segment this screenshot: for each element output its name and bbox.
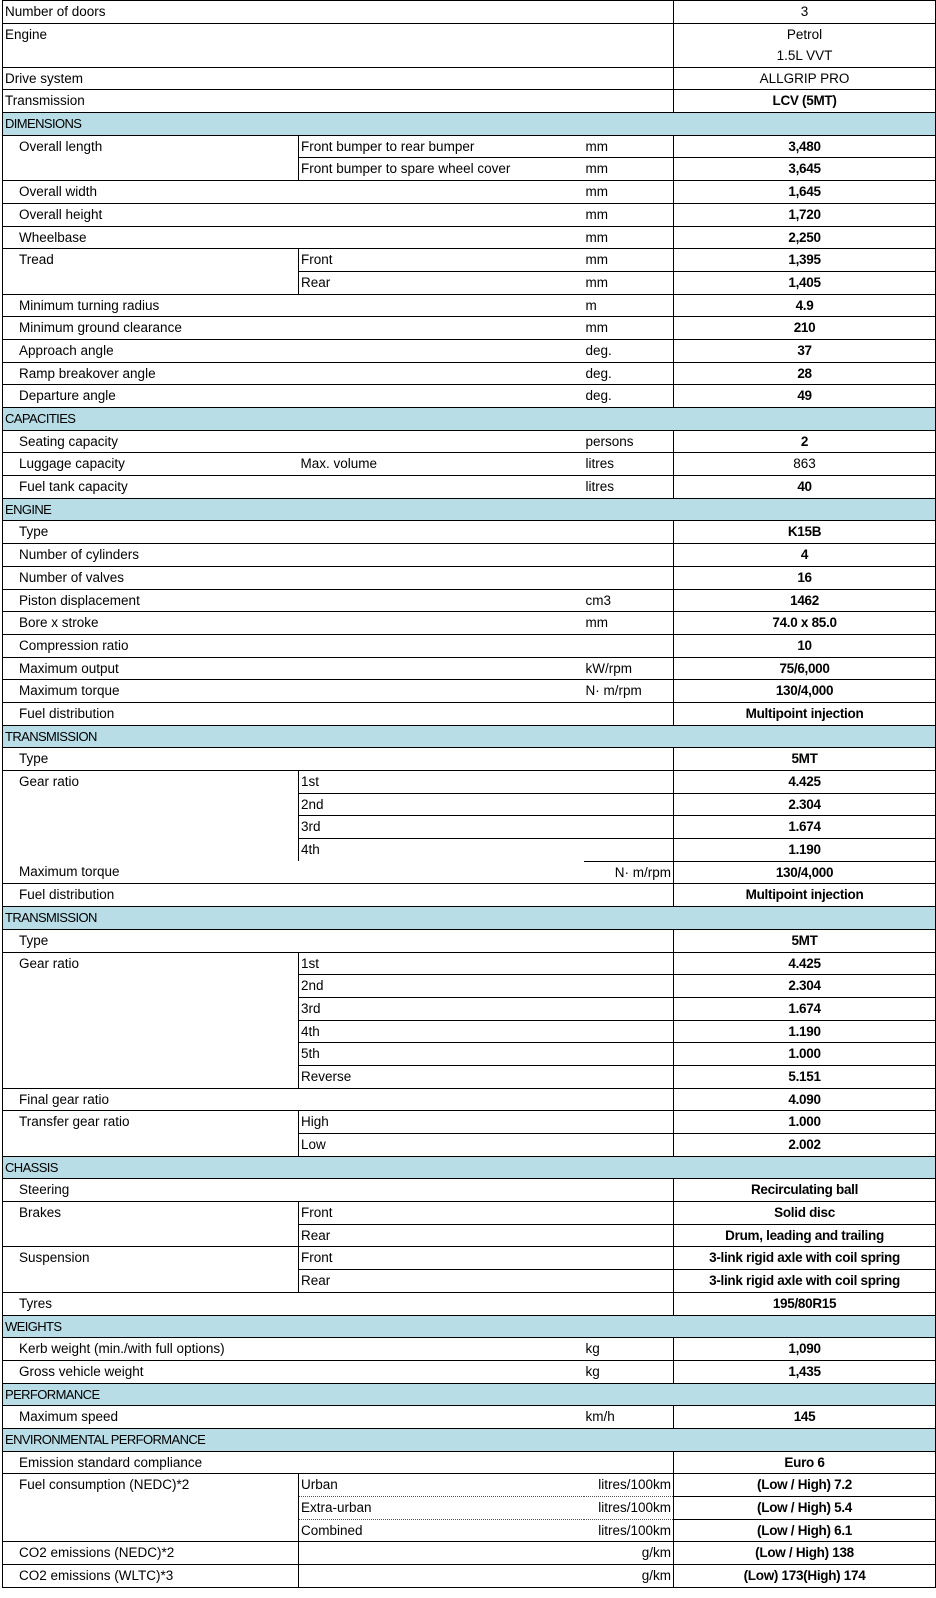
row-engine — [3, 23, 936, 67]
value-bore-stroke: 74.0 x 85.0 — [674, 612, 936, 635]
unit: litres/100km — [584, 1519, 674, 1542]
label-wheelbase: Wheelbase — [3, 226, 584, 249]
row-fuel-tank — [3, 476, 936, 499]
row-trans-type-2 — [3, 929, 936, 952]
row-gear2-5 — [3, 1043, 936, 1066]
section-transmission-2 — [3, 907, 936, 930]
value-steering: Recirculating ball — [674, 1179, 936, 1202]
empty-cell — [3, 1519, 299, 1542]
sub-front: Front — [299, 1202, 674, 1225]
empty-cell — [3, 271, 299, 294]
label-seating: Seating capacity — [3, 430, 584, 453]
label-kerb-weight: Kerb weight (min./with full options) — [3, 1338, 584, 1361]
section-title: CHASSIS — [3, 1156, 936, 1179]
label-gear-ratio: Gear ratio — [3, 771, 299, 794]
row-gear2-rev — [3, 1065, 936, 1088]
value-co2-wltc: (Low) 173(High) 174 — [674, 1565, 936, 1588]
unit: N· m/rpm — [584, 861, 674, 884]
section-transmission — [3, 725, 936, 748]
section-title: WEIGHTS — [3, 1315, 936, 1338]
label-compression: Compression ratio — [3, 634, 674, 657]
value-max-torque: 130/4,000 — [674, 861, 936, 884]
row-compression — [3, 634, 936, 657]
value-max-torque: 130/4,000 — [674, 680, 936, 703]
section-performance — [3, 1383, 936, 1406]
label-displacement: Piston displacement — [3, 589, 584, 612]
label-max-output: Maximum output — [3, 657, 584, 680]
value-suspension-front: 3-link rigid axle with coil spring — [674, 1247, 936, 1270]
label-max-torque: Maximum torque — [3, 861, 584, 884]
empty-cell — [3, 839, 299, 862]
value-gear-2: 2.304 — [674, 793, 936, 816]
value-fuel-distribution: Multipoint injection — [674, 884, 936, 907]
unit: mm — [584, 181, 674, 204]
value-brakes-rear: Drum, leading and trailing — [674, 1224, 936, 1247]
label-overall-width: Overall width — [3, 181, 584, 204]
section-title: TRANSMISSION — [3, 725, 936, 748]
row-overall-width — [3, 181, 936, 204]
sub-front: Front — [299, 249, 584, 272]
sub-front-to-spare: Front bumper to spare wheel cover — [299, 158, 584, 181]
empty-cell — [3, 1270, 299, 1293]
sub-rear: Rear — [299, 1224, 674, 1247]
value-gear-4: 1.190 — [674, 1020, 936, 1043]
empty-cell — [299, 1565, 584, 1588]
row-departure-angle — [3, 385, 936, 408]
section-title: DIMENSIONS — [3, 113, 936, 136]
row-ground-clearance — [3, 317, 936, 340]
unit: kW/rpm — [584, 657, 674, 680]
sub-max-volume: Max. volume — [299, 453, 584, 476]
value-ground-clearance: 210 — [674, 317, 936, 340]
unit: deg. — [584, 362, 674, 385]
spec-table — [2, 0, 936, 1588]
unit: mm — [584, 158, 674, 181]
unit: mm — [584, 226, 674, 249]
value-drive-system: ALLGRIP PRO — [674, 67, 936, 90]
row-tread-front — [3, 249, 936, 272]
value-max-output: 75/6,000 — [674, 657, 936, 680]
value-tread-rear: 1,405 — [674, 271, 936, 294]
row-brakes-front — [3, 1202, 936, 1225]
value-wheelbase: 2,250 — [674, 226, 936, 249]
row-gear2-4 — [3, 1020, 936, 1043]
unit: persons — [584, 430, 674, 453]
value-engine — [674, 23, 936, 67]
row-kerb-weight — [3, 1338, 936, 1361]
value-gear-reverse: 5.151 — [674, 1065, 936, 1088]
label-fuel-tank: Fuel tank capacity — [3, 476, 584, 499]
row-seating — [3, 430, 936, 453]
section-title: CAPACITIES — [3, 408, 936, 431]
value-luggage: 863 — [674, 453, 936, 476]
unit: mm — [584, 249, 674, 272]
label-tread: Tread — [3, 249, 299, 272]
row-overall-length-2 — [3, 158, 936, 181]
value-tyres: 195/80R15 — [674, 1292, 936, 1315]
row-final-gear — [3, 1088, 936, 1111]
value-trans-type: 5MT — [674, 748, 936, 771]
label-gear-ratio: Gear ratio — [3, 952, 299, 975]
empty-cell — [3, 975, 299, 998]
unit: litres — [584, 453, 674, 476]
unit: g/km — [584, 1542, 674, 1565]
label-brakes: Brakes — [3, 1202, 299, 1225]
value-max-speed: 145 — [674, 1406, 936, 1429]
sub-gear-3: 3rd — [299, 816, 674, 839]
row-transmission-header — [3, 90, 936, 113]
unit: mm — [584, 271, 674, 294]
sub-extra-urban: Extra-urban — [299, 1497, 584, 1520]
row-co2-wltc — [3, 1565, 936, 1588]
label-final-gear: Final gear ratio — [3, 1088, 674, 1111]
row-number-of-doors — [3, 1, 936, 24]
value-gear-1: 4.425 — [674, 771, 936, 794]
sub-gear-2: 2nd — [299, 975, 674, 998]
row-luggage — [3, 453, 936, 476]
row-gross-weight — [3, 1360, 936, 1383]
value-fuel-distribution: Multipoint injection — [674, 702, 936, 725]
empty-cell — [3, 816, 299, 839]
value-gear-4: 1.190 — [674, 839, 936, 862]
row-gear2-2 — [3, 975, 936, 998]
value-approach-angle: 37 — [674, 339, 936, 362]
unit: litres/100km — [584, 1497, 674, 1520]
unit: cm3 — [584, 589, 674, 612]
label-ramp-angle: Ramp breakover angle — [3, 362, 584, 385]
value-valves: 16 — [674, 566, 936, 589]
row-gear-1 — [3, 771, 936, 794]
row-gear-3 — [3, 816, 936, 839]
engine-fuel: Petrol — [786, 26, 823, 42]
label-trans-type: Type — [3, 929, 674, 952]
unit: km/h — [584, 1406, 674, 1429]
value-transfer-low: 2.002 — [674, 1134, 936, 1157]
sub-front-to-rear: Front bumper to rear bumper — [299, 135, 584, 158]
label-valves: Number of valves — [3, 566, 674, 589]
value-seating: 2 — [674, 430, 936, 453]
label-engine-type: Type — [3, 521, 674, 544]
empty-cell — [3, 1043, 299, 1066]
unit: N· m/rpm — [584, 680, 674, 703]
value-displacement: 1462 — [674, 589, 936, 612]
sub-front: Front — [299, 1247, 674, 1270]
row-fuel-distribution — [3, 702, 936, 725]
label-max-speed: Maximum speed — [3, 1406, 584, 1429]
value-fuel-extra-urban: (Low / High) 5.4 — [674, 1497, 936, 1520]
sub-gear-4: 4th — [299, 1020, 674, 1043]
value-fuel-combined: (Low / High) 6.1 — [674, 1519, 936, 1542]
label-tyres: Tyres — [3, 1292, 674, 1315]
section-weights — [3, 1315, 936, 1338]
row-brakes-rear — [3, 1224, 936, 1247]
section-title: ENGINE — [3, 498, 936, 521]
value-departure-angle: 49 — [674, 385, 936, 408]
value-co2-nedc: (Low / High) 138 — [674, 1542, 936, 1565]
unit: deg. — [584, 385, 674, 408]
empty-cell — [3, 1020, 299, 1043]
row-max-output — [3, 657, 936, 680]
label-fuel-distribution: Fuel distribution — [3, 702, 674, 725]
unit: deg. — [584, 339, 674, 362]
row-approach-angle — [3, 339, 936, 362]
label-ground-clearance: Minimum ground clearance — [3, 317, 584, 340]
value-gear-3: 1.674 — [674, 816, 936, 839]
row-emission-standard — [3, 1451, 936, 1474]
row-fuel-distribution-2 — [3, 884, 936, 907]
row-cylinders — [3, 544, 936, 567]
row-suspension-front — [3, 1247, 936, 1270]
row-wheelbase — [3, 226, 936, 249]
row-bore-stroke — [3, 612, 936, 635]
label-turning-radius: Minimum turning radius — [3, 294, 584, 317]
label-steering: Steering — [3, 1179, 674, 1202]
section-title: TRANSMISSION — [3, 907, 936, 930]
row-valves — [3, 566, 936, 589]
engine-displacement: 1.5L VVT — [776, 47, 833, 63]
row-fuel-extra-urban — [3, 1497, 936, 1520]
value-number-of-doors: 3 — [674, 1, 936, 24]
row-turning-radius — [3, 294, 936, 317]
row-gear2-1 — [3, 952, 936, 975]
sub-gear-2: 2nd — [299, 793, 674, 816]
section-capacities — [3, 408, 936, 431]
label-drive-system: Drive system — [3, 67, 674, 90]
row-overall-length-1 — [3, 135, 936, 158]
row-transfer-high — [3, 1111, 936, 1134]
row-steering — [3, 1179, 936, 1202]
row-suspension-rear — [3, 1270, 936, 1293]
label-number-of-doors: Number of doors — [3, 1, 674, 24]
value-length-1: 3,480 — [674, 135, 936, 158]
sub-gear-3: 3rd — [299, 997, 674, 1020]
value-final-gear: 4.090 — [674, 1088, 936, 1111]
row-tread-rear — [3, 271, 936, 294]
row-fuel-combined — [3, 1519, 936, 1542]
value-engine-type: K15B — [674, 521, 936, 544]
row-fuel-urban — [3, 1474, 936, 1497]
row-max-speed — [3, 1406, 936, 1429]
row-co2-nedc — [3, 1542, 936, 1565]
label-fuel-consumption: Fuel consumption (NEDC)*2 — [3, 1474, 299, 1497]
row-ramp-angle — [3, 362, 936, 385]
row-max-torque-2 — [3, 861, 936, 884]
sub-gear-4: 4th — [299, 839, 674, 862]
sub-gear-1: 1st — [299, 952, 674, 975]
label-co2-wltc: CO2 emissions (WLTC)*3 — [3, 1565, 299, 1588]
unit: mm — [584, 135, 674, 158]
empty-cell — [299, 1542, 584, 1565]
label-engine: Engine — [3, 23, 674, 67]
label-trans-type: Type — [3, 748, 674, 771]
unit: litres/100km — [584, 1474, 674, 1497]
empty-cell — [3, 1134, 299, 1157]
value-cylinders: 4 — [674, 544, 936, 567]
label-fuel-distribution: Fuel distribution — [3, 884, 674, 907]
section-environmental — [3, 1428, 936, 1451]
label-gross-weight: Gross vehicle weight — [3, 1360, 584, 1383]
label-bore-stroke: Bore x stroke — [3, 612, 584, 635]
section-engine — [3, 498, 936, 521]
sub-rear: Rear — [299, 271, 584, 294]
label-overall-length: Overall length — [3, 135, 299, 158]
row-gear2-3 — [3, 997, 936, 1020]
label-cylinders: Number of cylinders — [3, 544, 674, 567]
label-luggage: Luggage capacity — [3, 453, 299, 476]
unit: kg — [584, 1338, 674, 1361]
row-transfer-low — [3, 1134, 936, 1157]
section-title: PERFORMANCE — [3, 1383, 936, 1406]
label-emission-standard: Emission standard compliance — [3, 1451, 674, 1474]
label-transfer-gear: Transfer gear ratio — [3, 1111, 299, 1134]
value-brakes-front: Solid disc — [674, 1202, 936, 1225]
value-fuel-tank: 40 — [674, 476, 936, 499]
value-turning-radius: 4.9 — [674, 294, 936, 317]
row-max-torque — [3, 680, 936, 703]
section-chassis — [3, 1156, 936, 1179]
sub-rear: Rear — [299, 1270, 674, 1293]
row-drive-system — [3, 67, 936, 90]
value-emission-standard: Euro 6 — [674, 1451, 936, 1474]
empty-cell — [3, 793, 299, 816]
value-width: 1,645 — [674, 181, 936, 204]
empty-cell — [3, 997, 299, 1020]
unit: litres — [584, 476, 674, 499]
row-engine-type — [3, 521, 936, 544]
label-departure-angle: Departure angle — [3, 385, 584, 408]
sub-gear-1: 1st — [299, 771, 674, 794]
sub-urban: Urban — [299, 1474, 584, 1497]
unit: g/km — [584, 1565, 674, 1588]
value-gear-5: 1.000 — [674, 1043, 936, 1066]
label-suspension: Suspension — [3, 1247, 299, 1270]
value-trans-type: 5MT — [674, 929, 936, 952]
row-displacement — [3, 589, 936, 612]
value-gear-2: 2.304 — [674, 975, 936, 998]
sub-combined: Combined — [299, 1519, 584, 1542]
unit: mm — [584, 612, 674, 635]
unit: kg — [584, 1360, 674, 1383]
section-dimensions — [3, 113, 936, 136]
value-fuel-urban: (Low / High) 7.2 — [674, 1474, 936, 1497]
row-gear-2 — [3, 793, 936, 816]
sub-high: High — [299, 1111, 674, 1134]
empty-cell — [3, 1065, 299, 1088]
empty-cell — [3, 1497, 299, 1520]
row-trans-type — [3, 748, 936, 771]
value-compression: 10 — [674, 634, 936, 657]
label-approach-angle: Approach angle — [3, 339, 584, 362]
value-transfer-high: 1.000 — [674, 1111, 936, 1134]
value-suspension-rear: 3-link rigid axle with coil spring — [674, 1270, 936, 1293]
unit: mm — [584, 317, 674, 340]
value-gear-1: 4.425 — [674, 952, 936, 975]
value-kerb-weight: 1,090 — [674, 1338, 936, 1361]
label-co2-nedc: CO2 emissions (NEDC)*2 — [3, 1542, 299, 1565]
empty-cell — [3, 1224, 299, 1247]
sub-gear-5: 5th — [299, 1043, 674, 1066]
sub-low: Low — [299, 1134, 674, 1157]
value-gross-weight: 1,435 — [674, 1360, 936, 1383]
row-gear-4 — [3, 839, 936, 862]
value-transmission: LCV (5MT) — [674, 90, 936, 113]
value-length-2: 3,645 — [674, 158, 936, 181]
section-title: ENVIRONMENTAL PERFORMANCE — [3, 1428, 936, 1451]
sub-gear-reverse: Reverse — [299, 1065, 674, 1088]
value-ramp-angle: 28 — [674, 362, 936, 385]
unit: m — [584, 294, 674, 317]
empty-cell — [3, 158, 299, 181]
row-overall-height — [3, 203, 936, 226]
value-height: 1,720 — [674, 203, 936, 226]
label-max-torque: Maximum torque — [3, 680, 584, 703]
unit: mm — [584, 203, 674, 226]
value-gear-3: 1.674 — [674, 997, 936, 1020]
label-transmission: Transmission — [3, 90, 674, 113]
value-tread-front: 1,395 — [674, 249, 936, 272]
row-tyres — [3, 1292, 936, 1315]
label-overall-height: Overall height — [3, 203, 584, 226]
